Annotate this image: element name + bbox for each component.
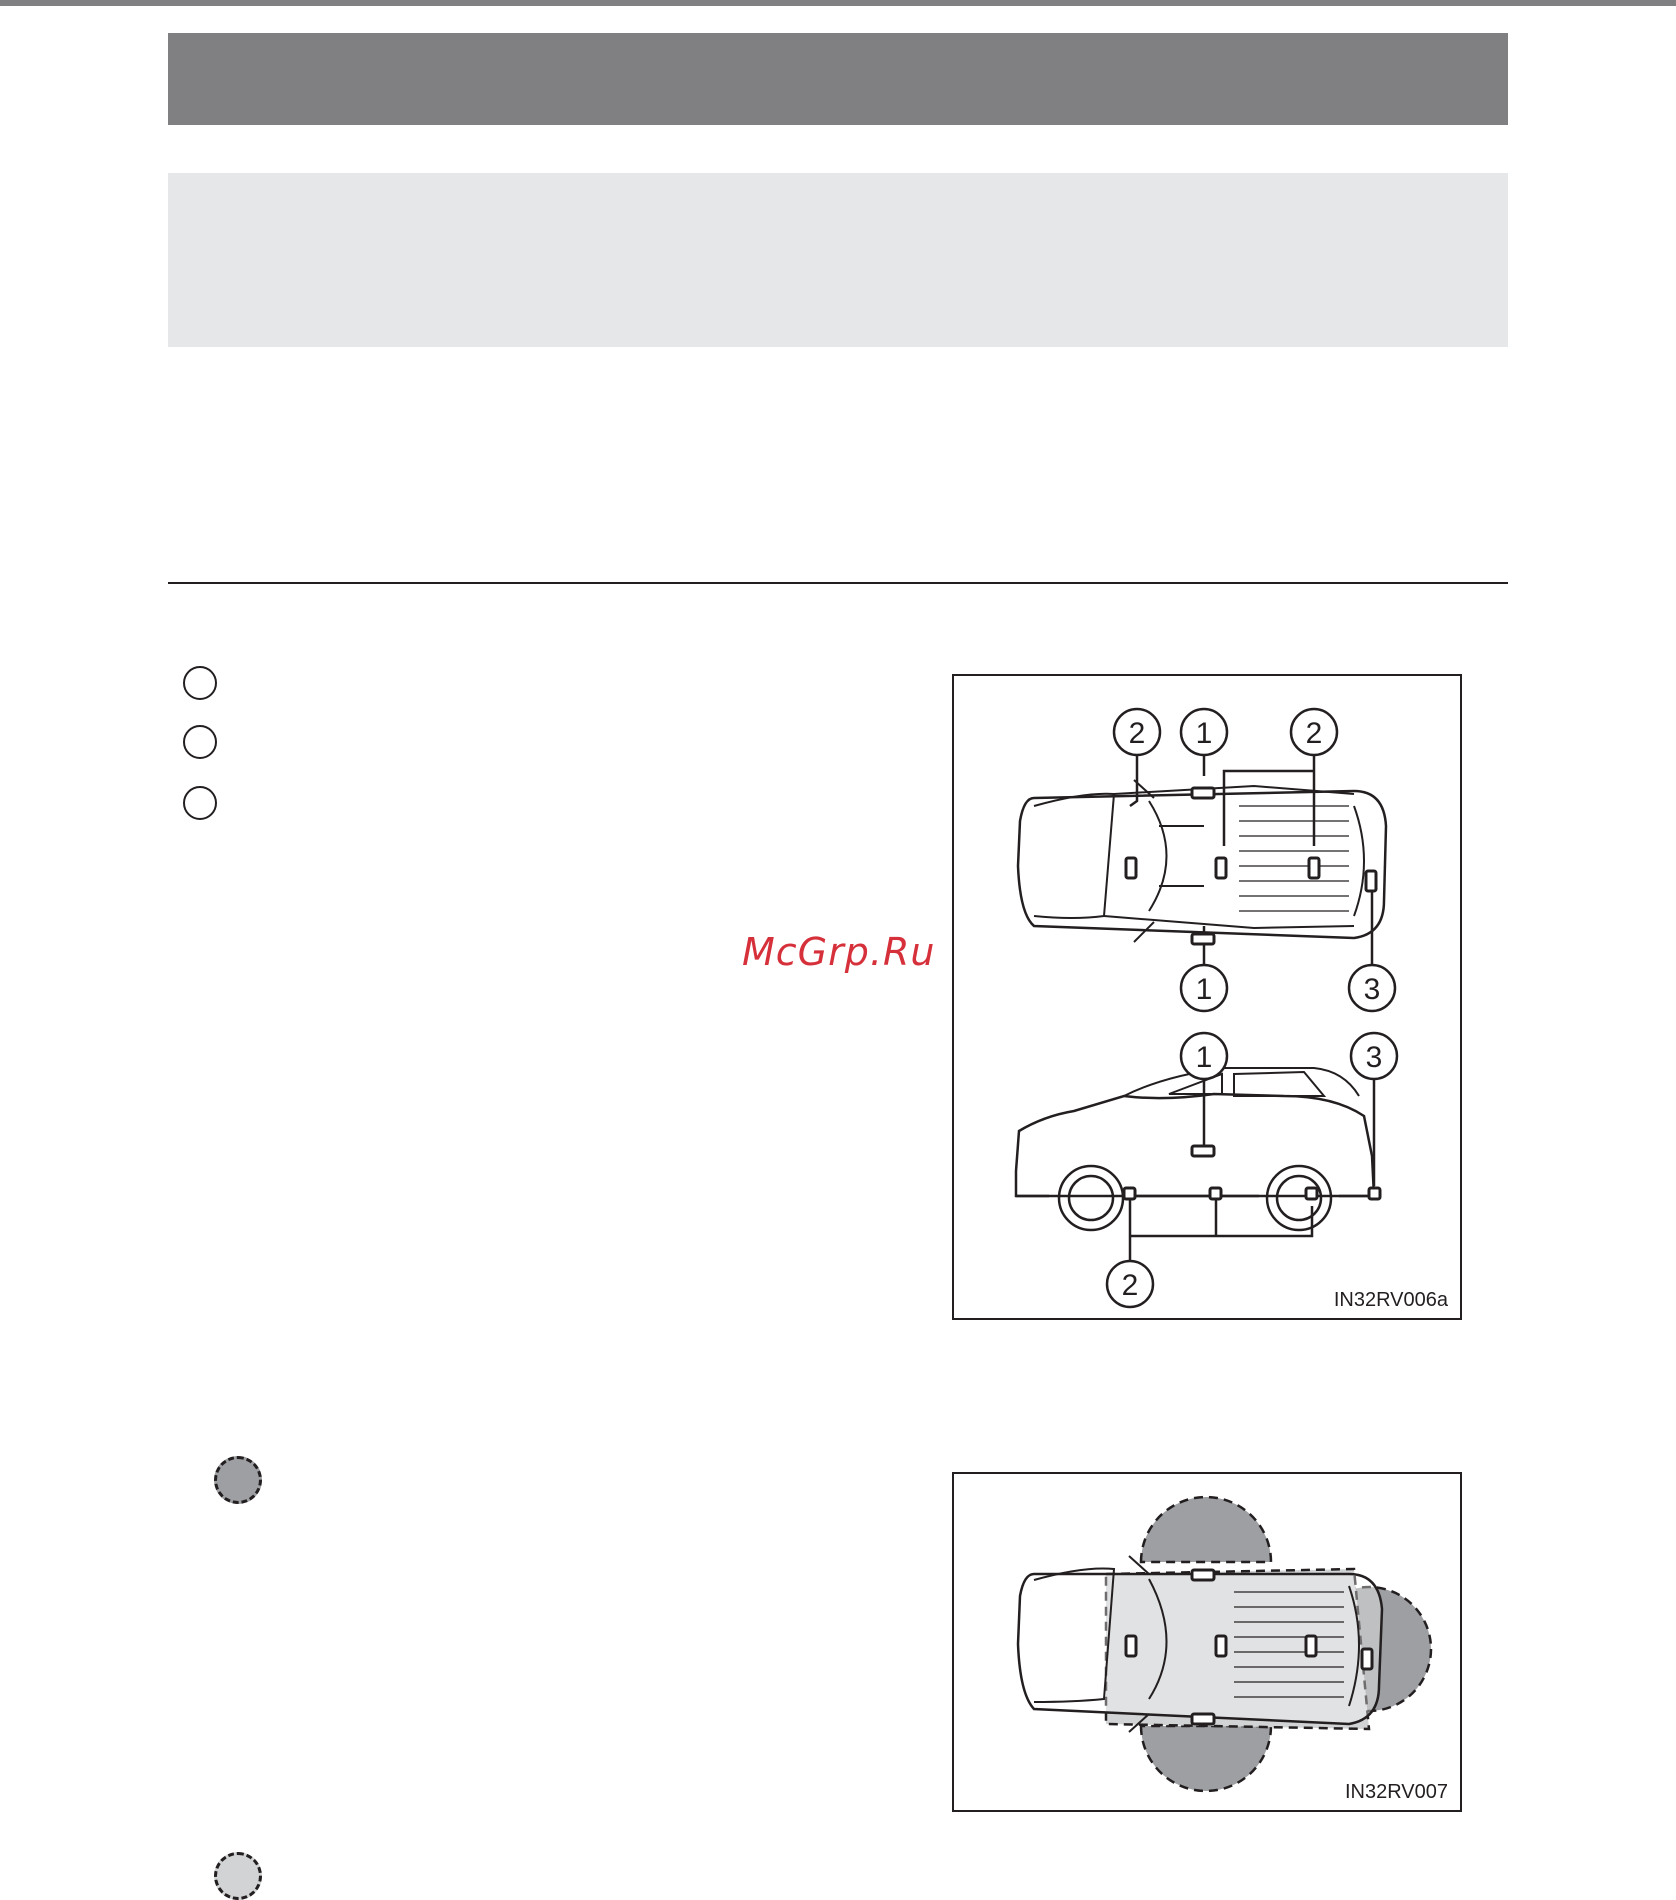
- page-title-bar: [168, 33, 1508, 125]
- side-view-label-door: 1: [1195, 1041, 1213, 1074]
- sensor-location-figure: [952, 674, 1462, 1320]
- figure-code: IN32RV006a: [1333, 1289, 1448, 1311]
- top-view-label-left: 2: [1128, 717, 1146, 750]
- summary-box: [168, 173, 1508, 347]
- top-view-label-bottom: 1: [1195, 973, 1213, 1006]
- section-divider: [168, 582, 1508, 584]
- sensor-location-diagram: [954, 676, 1464, 1322]
- side-view-label-bottom: 2: [1121, 1269, 1139, 1302]
- top-rule: [0, 0, 1676, 6]
- side-view-label-rear: 3: [1365, 1041, 1383, 1074]
- detection-range-figure: [952, 1472, 1462, 1812]
- watermark: McGrp.Ru: [742, 930, 936, 974]
- callout-circle-3: [183, 786, 217, 820]
- top-view-label-side: 1: [1195, 717, 1213, 750]
- detection-range-diagram: [954, 1474, 1464, 1814]
- top-view-label-center: 2: [1305, 717, 1323, 750]
- dark-zone-legend-icon: [214, 1456, 262, 1504]
- figure-code: IN32RV007: [1344, 1781, 1448, 1803]
- callout-circle-2: [183, 725, 217, 759]
- light-zone-legend-icon: [214, 1852, 262, 1900]
- top-view-label-rear: 3: [1363, 973, 1381, 1006]
- callout-circle-1: [183, 666, 217, 700]
